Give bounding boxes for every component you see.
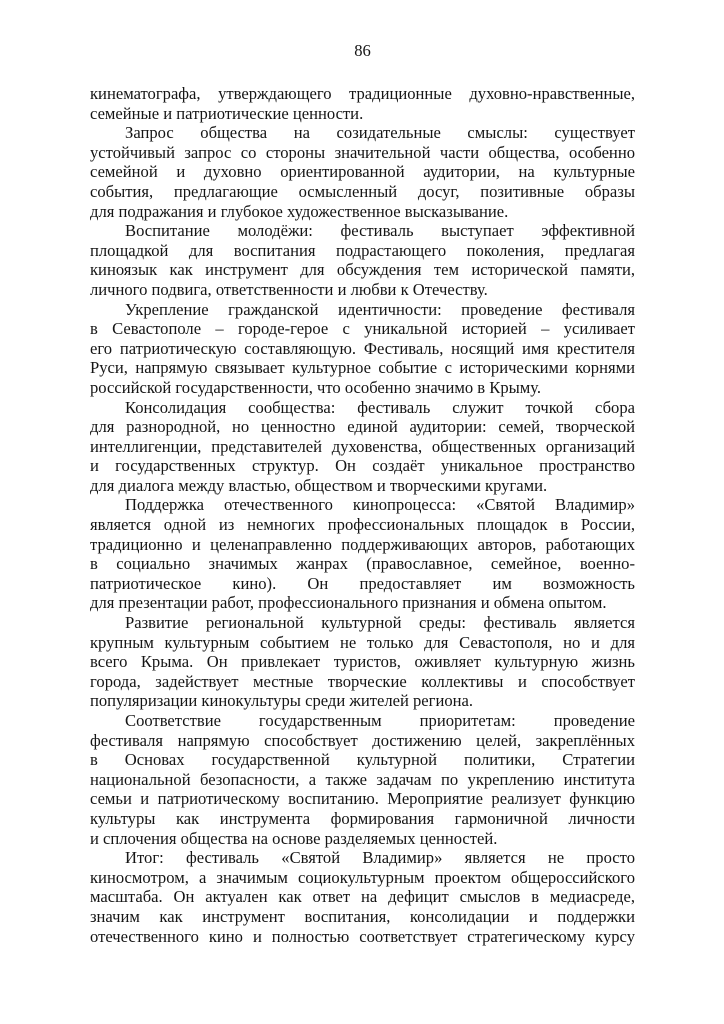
text-line: его патриотическую составляющую. Фестиваль, носящий имя крестителя (90, 338, 635, 358)
text-line: личного подвига, ответственности и любви к Отечеству. (90, 279, 488, 299)
text-line: киносмотром, а значимым социокультурным проектом общероссийского (90, 867, 635, 887)
text-line: площадкой для воспитания подрастающего поколения, предлагая (90, 240, 635, 260)
text-line: является одной из немногих профессиональных площадок в России, (90, 515, 635, 535)
text-line: культуры как инструмента формирования гармоничной личности (90, 808, 635, 828)
text-line: семейной и духовно ориентированной аудитории, на культурные (90, 162, 635, 182)
text-line: крупным культурным событием не только для Севастополя, но и для (90, 632, 635, 652)
text-line: в Основах государственной культурной политики, Стратегии (90, 750, 635, 770)
text-line: события, предлагающие осмысленный досуг, позитивные образы (90, 181, 635, 201)
text-line: масштаба. Он актуален как ответ на дефицит смыслов в медиасреде, (90, 887, 635, 907)
text-line: киноязык как инструмент для обсуждения тем исторической памяти, (90, 260, 635, 280)
paragraph (90, 300, 635, 398)
text-line: в Севастополе – городе-герое с уникальной историей – усиливает (90, 319, 635, 339)
text-line: популяризации кинокультуры среди жителей региона. (90, 691, 474, 711)
text-line: российской государственности, что особенно значимо в Крыму. (90, 377, 542, 397)
text-line: Воспитание молодёжи: фестиваль выступает эффективной (125, 221, 635, 241)
text-line: фестиваля напрямую способствует достижению целей, закреплённых (90, 730, 635, 750)
text-line: всего Крыма. Он привлекает туристов, оживляет культурную жизнь (90, 652, 635, 672)
document-body (90, 84, 635, 946)
text-line: Запрос общества на созидательные смыслы: существует (125, 123, 635, 143)
text-line: города, задействует местные творческие коллективы и способствует (90, 671, 635, 691)
text-line: отечественного кино и полностью соответствует стратегическому курсу (90, 926, 635, 946)
text-line: Развитие региональной культурной среды: фестиваль является (125, 613, 635, 633)
text-line: значим как инструмент воспитания, консолидации и поддержки (90, 906, 635, 926)
text-line: и государственных структур. Он создаёт уникальное пространство (90, 456, 635, 476)
paragraph (90, 495, 635, 613)
text-line: Итог: фестиваль «Святой Владимир» является не просто (125, 848, 635, 868)
text-line: для презентации работ, профессионального признания и обмена опытом. (90, 593, 607, 613)
text-line: семейные и патриотические ценности. (90, 103, 364, 123)
paragraph (90, 123, 635, 221)
text-line: национальной безопасности, а также задачам по укреплению института (90, 769, 635, 789)
text-line: Руси, напрямую связывает культурное событие с историческими корнями (90, 358, 635, 378)
paragraph (90, 613, 635, 711)
text-line: традиционно и целенаправленно поддерживающих авторов, работающих (90, 534, 635, 554)
paragraph (90, 711, 635, 848)
text-line: Укрепление гражданской идентичности: проведение фестиваля (125, 299, 635, 319)
paragraph (90, 848, 635, 946)
page-number: 86 (354, 41, 371, 60)
text-line: в социально значимых жанрах (православное, семейное, военно- (90, 554, 635, 574)
text-line: Соответствие государственным приоритетам: проведение (125, 711, 635, 730)
text-line: для подражания и глубокое художественное высказывание. (90, 201, 509, 221)
text-line: интеллигенции, представителей духовенства, общественных организаций (90, 436, 635, 456)
paragraph (90, 84, 635, 123)
text-line: Консолидация сообщества: фестиваль служит точкой сбора (125, 397, 635, 417)
text-line: патриотическое кино). Он предоставляет им возможность (90, 573, 635, 593)
text-line: для диалога между властью, обществом и творческими кругами. (90, 475, 548, 495)
text-line: для разнородной, но ценностно единой аудитории: семей, творческой (90, 417, 635, 437)
text-line: Поддержка отечественного кинопроцесса: «Святой Владимир» (125, 495, 635, 515)
text-line: устойчивый запрос со стороны значительной части общества, особенно (90, 142, 635, 162)
text-line: семьи и патриотическому воспитанию. Мероприятие реализует функцию (90, 789, 635, 809)
paragraph (90, 221, 635, 299)
text-line: и сплочения общества на основе разделяемых ценностей. (90, 828, 498, 848)
paragraph (90, 398, 635, 496)
text-line: кинематографа, утверждающего традиционные духовно-нравственные, (90, 84, 635, 103)
